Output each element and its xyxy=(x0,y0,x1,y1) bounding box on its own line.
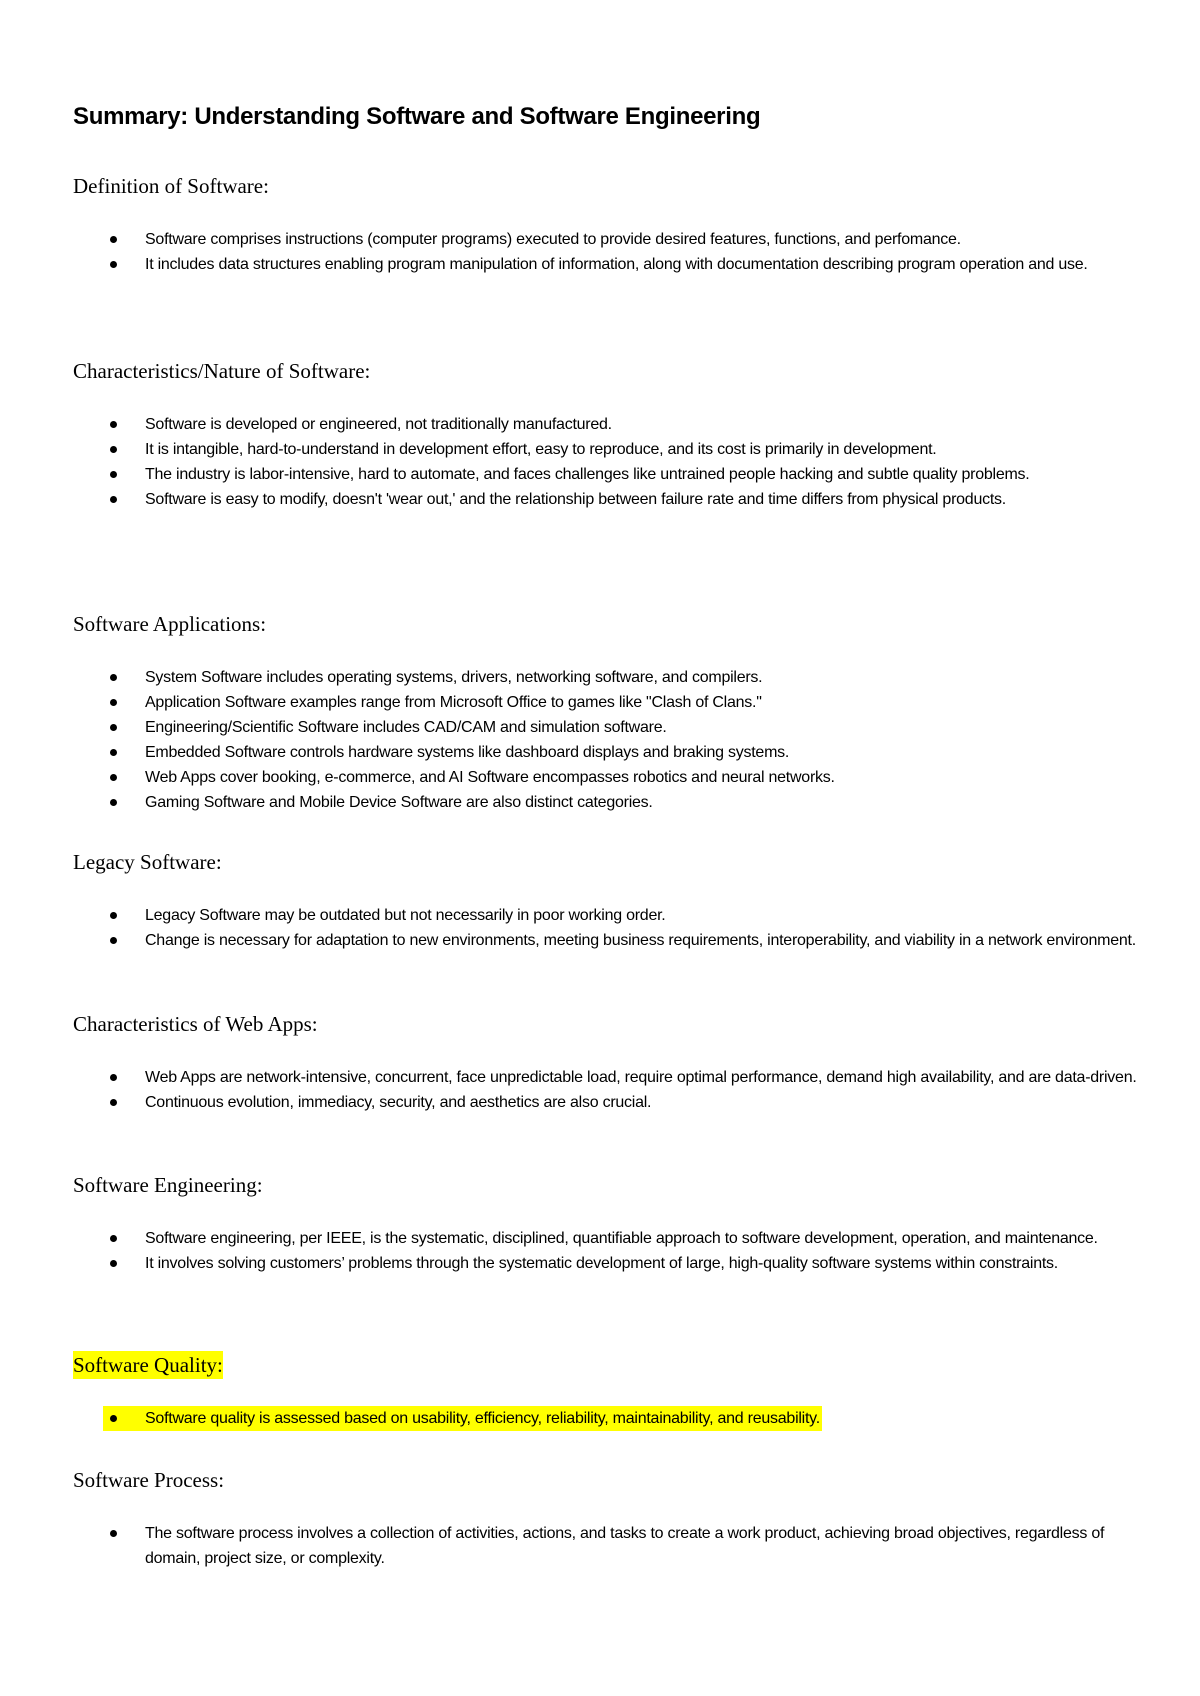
bullet-icon xyxy=(110,674,117,681)
bullet-icon xyxy=(110,937,117,944)
bullet-list-applications xyxy=(103,665,1138,815)
bullet-icon xyxy=(110,699,117,706)
bullet-text: System Software includes operating systems, drivers, networking software, and compilers. xyxy=(145,669,763,686)
list-item xyxy=(103,740,1138,765)
bullet-list-legacy xyxy=(103,903,1138,953)
list-item xyxy=(103,412,1138,437)
bullet-text: The software process involves a collection of activities, actions, and tasks to create a work product, achieving broad objectives, regardless of domain, project size, or complexity. xyxy=(145,1525,1105,1567)
bullet-text: Legacy Software may be outdated but not necessarily in poor working order. xyxy=(145,907,666,924)
document-title: Summary: Understanding Software and Software Engineering xyxy=(73,103,761,130)
bullet-icon xyxy=(110,1530,117,1537)
bullet-icon xyxy=(110,749,117,756)
list-item xyxy=(103,437,1138,462)
bullet-icon xyxy=(110,1074,117,1081)
bullet-icon xyxy=(110,236,117,243)
list-item xyxy=(103,765,1138,790)
bullet-text: Continuous evolution, immediacy, security, and aesthetics are also crucial. xyxy=(145,1094,652,1111)
list-item xyxy=(103,928,1138,953)
bullet-icon xyxy=(110,1260,117,1267)
bullet-icon xyxy=(110,724,117,731)
bullet-icon xyxy=(110,1415,117,1422)
bullet-text: It includes data structures enabling program manipulation of information, along with documentation describing program operation and use. xyxy=(145,256,1088,273)
list-item xyxy=(103,665,1138,690)
section-heading-characteristics: Characteristics/Nature of Software: xyxy=(73,359,371,383)
bullet-icon xyxy=(110,799,117,806)
list-item xyxy=(103,903,1138,928)
list-item xyxy=(103,1406,822,1431)
list-item xyxy=(103,487,1138,512)
bullet-text: The industry is labor-intensive, hard to automate, and faces challenges like untrained people hacking and subtle quality problems. xyxy=(145,466,1030,483)
bullet-icon xyxy=(110,1099,117,1106)
bullet-icon xyxy=(110,261,117,268)
list-item xyxy=(103,690,1138,715)
bullet-text: It involves solving customers’ problems through the systematic development of large, high-quality software systems within constraints. xyxy=(145,1255,1058,1272)
bullet-icon xyxy=(110,774,117,781)
list-item xyxy=(103,715,1138,740)
list-item xyxy=(103,1521,1138,1571)
bullet-text: Engineering/Scientific Software includes CAD/CAM and simulation software. xyxy=(145,719,667,736)
bullet-icon xyxy=(110,912,117,919)
bullet-text: Embedded Software controls hardware systems like dashboard displays and braking systems. xyxy=(145,744,790,761)
list-item xyxy=(103,227,1138,252)
bullet-text: Change is necessary for adaptation to new environments, meeting business requirements, interoperability, and viability in a network environment. xyxy=(145,932,1136,949)
section-heading-applications: Software Applications: xyxy=(73,612,267,636)
bullet-list-process xyxy=(103,1521,1138,1571)
bullet-text: Software is developed or engineered, not traditionally manufactured. xyxy=(145,416,612,433)
bullet-list-web-apps xyxy=(103,1065,1138,1115)
bullet-list-characteristics xyxy=(103,412,1138,512)
bullet-icon xyxy=(110,421,117,428)
section-heading-engineering: Software Engineering: xyxy=(73,1173,263,1197)
section-heading-process: Software Process: xyxy=(73,1468,225,1492)
bullet-icon xyxy=(110,1235,117,1242)
section-heading-legacy: Legacy Software: xyxy=(73,850,222,874)
bullet-list-definition xyxy=(103,227,1138,277)
list-item xyxy=(103,252,1138,277)
list-item xyxy=(103,1251,1138,1276)
bullet-icon xyxy=(110,496,117,503)
section-heading-definition: Definition of Software: xyxy=(73,174,269,198)
bullet-text: Software engineering, per IEEE, is the systematic, disciplined, quantifiable approach to software development, operation, and maintenance. xyxy=(145,1230,1098,1247)
section-heading-quality: Software Quality: xyxy=(73,1353,223,1377)
bullet-text: It is intangible, hard-to-understand in development effort, easy to reproduce, and its cost is primarily in development. xyxy=(145,441,937,458)
bullet-text: Software is easy to modify, doesn't 'wear out,' and the relationship between failure rate and time differs from physical products. xyxy=(145,491,1006,508)
bullet-icon xyxy=(110,446,117,453)
bullet-text: Web Apps are network-intensive, concurrent, face unpredictable load, require optimal performance, demand high availability, and are data-driven. xyxy=(145,1069,1137,1086)
bullet-list-quality xyxy=(103,1406,1138,1431)
bullet-text: Software comprises instructions (computer programs) executed to provide desired features, functions, and perfomance. xyxy=(145,231,961,248)
bullet-text: Gaming Software and Mobile Device Software are also distinct categories. xyxy=(145,794,653,811)
list-item xyxy=(103,1226,1138,1251)
bullet-text: Web Apps cover booking, e-commerce, and AI Software encompasses robotics and neural networks. xyxy=(145,769,835,786)
bullet-icon xyxy=(110,471,117,478)
bullet-list-engineering xyxy=(103,1226,1138,1276)
list-item xyxy=(103,1090,1138,1115)
list-item xyxy=(103,1065,1138,1090)
section-heading-web-apps: Characteristics of Web Apps: xyxy=(73,1012,318,1036)
bullet-text: Application Software examples range from Microsoft Office to games like "Clash of Clans." xyxy=(145,694,762,711)
list-item xyxy=(103,462,1138,487)
list-item xyxy=(103,790,1138,815)
bullet-text: Software quality is assessed based on usability, efficiency, reliability, maintainability, and reusability. xyxy=(145,1410,820,1427)
